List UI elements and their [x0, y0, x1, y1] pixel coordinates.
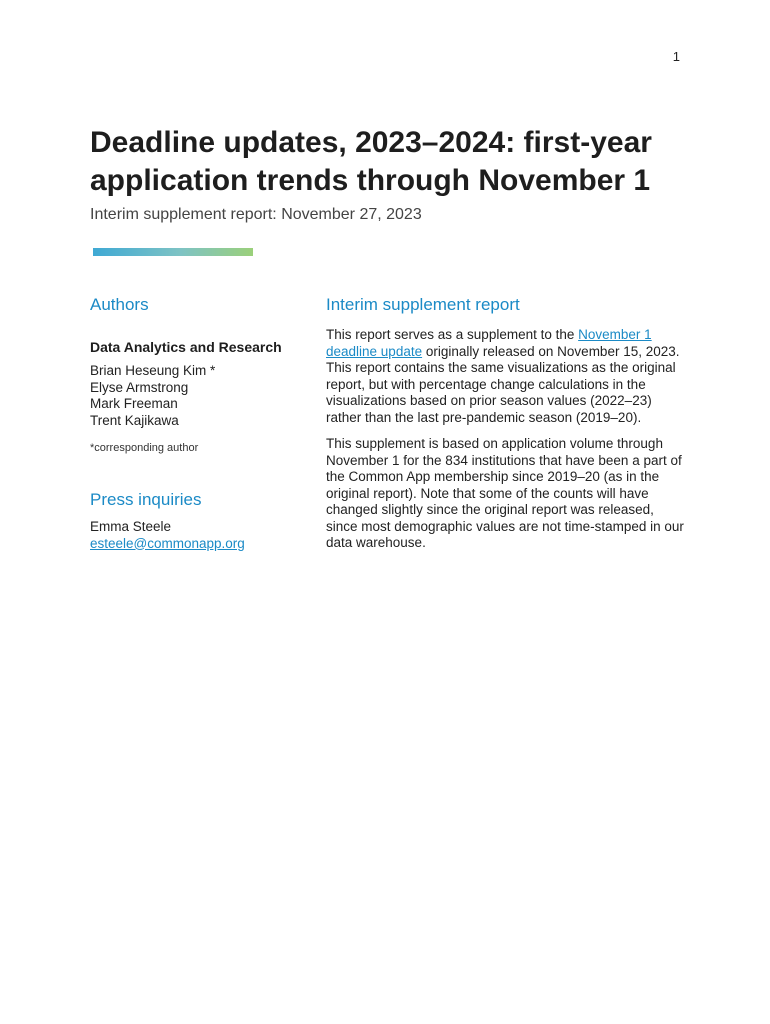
november-1-deadline-update-link[interactable]: November 1 deadline update — [326, 327, 652, 359]
sidebar-column — [90, 294, 300, 552]
paragraph-text: originally released on November 15, 2023. This report contains the same visualizations as the original report, but with percentage change calculations in the visualizations based on prior season values (2022–23) rather than the last pre-pandemic season (2019–20). — [326, 343, 680, 425]
corresponding-author-note: *corresponding author — [90, 442, 199, 454]
report-title-line-2: application trends through November 1 — [90, 164, 651, 197]
supplement-paragraph-1 — [326, 327, 686, 426]
author-list — [90, 363, 300, 429]
main-column — [326, 294, 686, 552]
press-contact-name: Emma Steele — [90, 519, 172, 534]
authors-heading: Authors — [90, 295, 149, 314]
report-title — [90, 124, 690, 200]
report-subtitle: Interim supplement report: November 27, 2023 — [90, 206, 422, 223]
authors-organization: Data Analytics and Research — [90, 339, 282, 355]
author-name: Trent Kajikawa — [90, 412, 179, 428]
accent-divider-bar — [93, 248, 253, 256]
supplement-heading: Interim supplement report — [326, 295, 520, 314]
author-name: Brian Heseung Kim * — [90, 363, 216, 378]
press-inquiries-heading: Press inquiries — [90, 490, 202, 509]
paragraph-text: This report serves as a supplement to the — [326, 327, 579, 342]
press-contact-email-link[interactable]: esteele@commonapp.org — [90, 535, 245, 551]
author-name: Elyse Armstrong — [90, 379, 189, 395]
report-title-line-1: Deadline updates, 2023–2024: first-year — [90, 126, 652, 159]
supplement-paragraph-2: This supplement is based on application volume through November 1 for the 834 institutions that have been a part of the Common App membership since 2019–20 (as in the original report). Note that some of the counts will have changed slightly since the original report was released, since most demographic values are not time-stamped in our data warehouse. — [326, 436, 684, 550]
page-number: 1 — [672, 49, 680, 64]
author-name: Mark Freeman — [90, 396, 178, 411]
